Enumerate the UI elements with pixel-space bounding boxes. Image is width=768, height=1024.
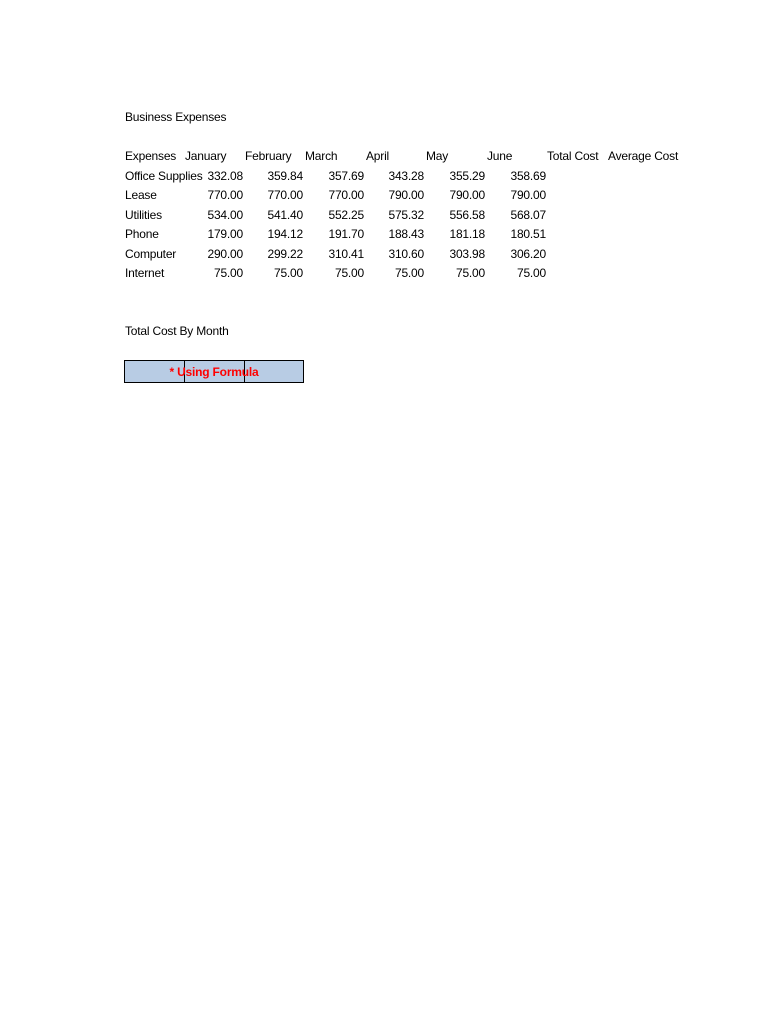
cell-value[interactable]: 290.00 bbox=[207, 246, 243, 261]
cell-value[interactable]: 568.07 bbox=[510, 207, 546, 222]
row-label[interactable]: Computer bbox=[125, 246, 177, 261]
cell-value[interactable]: 355.29 bbox=[449, 168, 485, 183]
cell-value[interactable]: 306.20 bbox=[510, 246, 546, 261]
cell-value[interactable]: 359.84 bbox=[267, 168, 303, 183]
header-row bbox=[124, 147, 679, 167]
row-label[interactable]: Internet bbox=[125, 266, 165, 280]
cell-value[interactable]: 357.69 bbox=[328, 168, 364, 183]
header-average-cost[interactable]: Average Cost bbox=[608, 149, 679, 163]
cell-value[interactable]: 556.58 bbox=[449, 207, 485, 222]
cell-value[interactable]: 194.12 bbox=[267, 227, 303, 241]
cell-value[interactable]: 310.60 bbox=[388, 246, 424, 261]
cell-value[interactable]: 358.69 bbox=[510, 168, 546, 183]
table-row bbox=[124, 167, 672, 187]
cell-value[interactable]: 299.22 bbox=[267, 246, 303, 261]
header-may[interactable]: May bbox=[426, 149, 449, 163]
cell-value[interactable]: 770.00 bbox=[267, 188, 303, 202]
cell-value[interactable]: 191.70 bbox=[328, 227, 364, 241]
expenses-table bbox=[124, 147, 679, 284]
cell-value[interactable]: 343.28 bbox=[388, 168, 424, 183]
cell-value[interactable]: 534.00 bbox=[207, 207, 243, 222]
cell-value[interactable]: 575.32 bbox=[388, 207, 424, 222]
table-row bbox=[124, 245, 672, 265]
cell-value[interactable]: 179.00 bbox=[207, 227, 243, 241]
header-march[interactable]: March bbox=[305, 149, 338, 163]
header-february[interactable]: February bbox=[245, 149, 292, 163]
header-june[interactable]: June bbox=[487, 149, 513, 163]
cell-value[interactable]: 75.00 bbox=[455, 266, 485, 280]
cell-value[interactable]: 790.00 bbox=[449, 188, 485, 202]
cell-value[interactable]: 770.00 bbox=[328, 188, 364, 202]
table-row bbox=[124, 186, 672, 206]
cell-value[interactable]: 75.00 bbox=[334, 266, 364, 280]
cell-value[interactable]: 75.00 bbox=[273, 266, 303, 280]
formula-note: * Using Formula bbox=[169, 365, 259, 379]
header-january[interactable]: January bbox=[185, 149, 227, 163]
sheet-title: Business Expenses bbox=[125, 110, 227, 124]
row-label[interactable]: Lease bbox=[125, 188, 157, 202]
table-row bbox=[124, 264, 672, 284]
cell-value[interactable]: 552.25 bbox=[328, 207, 364, 222]
table-row bbox=[124, 225, 672, 245]
cell-value[interactable]: 790.00 bbox=[510, 188, 546, 202]
cell-value[interactable]: 75.00 bbox=[213, 266, 243, 280]
cell-value[interactable]: 770.00 bbox=[207, 188, 243, 202]
header-total-cost[interactable]: Total Cost bbox=[547, 149, 599, 163]
total-cost-heading: Total Cost By Month bbox=[125, 324, 229, 338]
cell-value[interactable]: 75.00 bbox=[394, 266, 424, 280]
cell-value[interactable]: 180.51 bbox=[510, 227, 546, 241]
cell-value[interactable]: 75.00 bbox=[516, 266, 546, 280]
row-label[interactable]: Phone bbox=[125, 227, 159, 241]
cell-value[interactable]: 310.41 bbox=[328, 246, 364, 261]
cell-value[interactable]: 332.08 bbox=[207, 168, 243, 183]
header-april[interactable]: April bbox=[366, 149, 390, 163]
cell-value[interactable]: 181.18 bbox=[449, 227, 485, 241]
cell-value[interactable]: 541.40 bbox=[267, 207, 303, 222]
cell-value[interactable]: 188.43 bbox=[388, 227, 424, 241]
row-label[interactable]: Office Supplies bbox=[125, 168, 203, 183]
row-label[interactable]: Utilities bbox=[125, 207, 162, 222]
header-expenses[interactable]: Expenses bbox=[125, 149, 177, 163]
formula-cell-range[interactable] bbox=[124, 360, 304, 383]
table-row bbox=[124, 206, 672, 226]
cell-value[interactable]: 790.00 bbox=[388, 188, 424, 202]
cell-value[interactable]: 303.98 bbox=[449, 246, 485, 261]
